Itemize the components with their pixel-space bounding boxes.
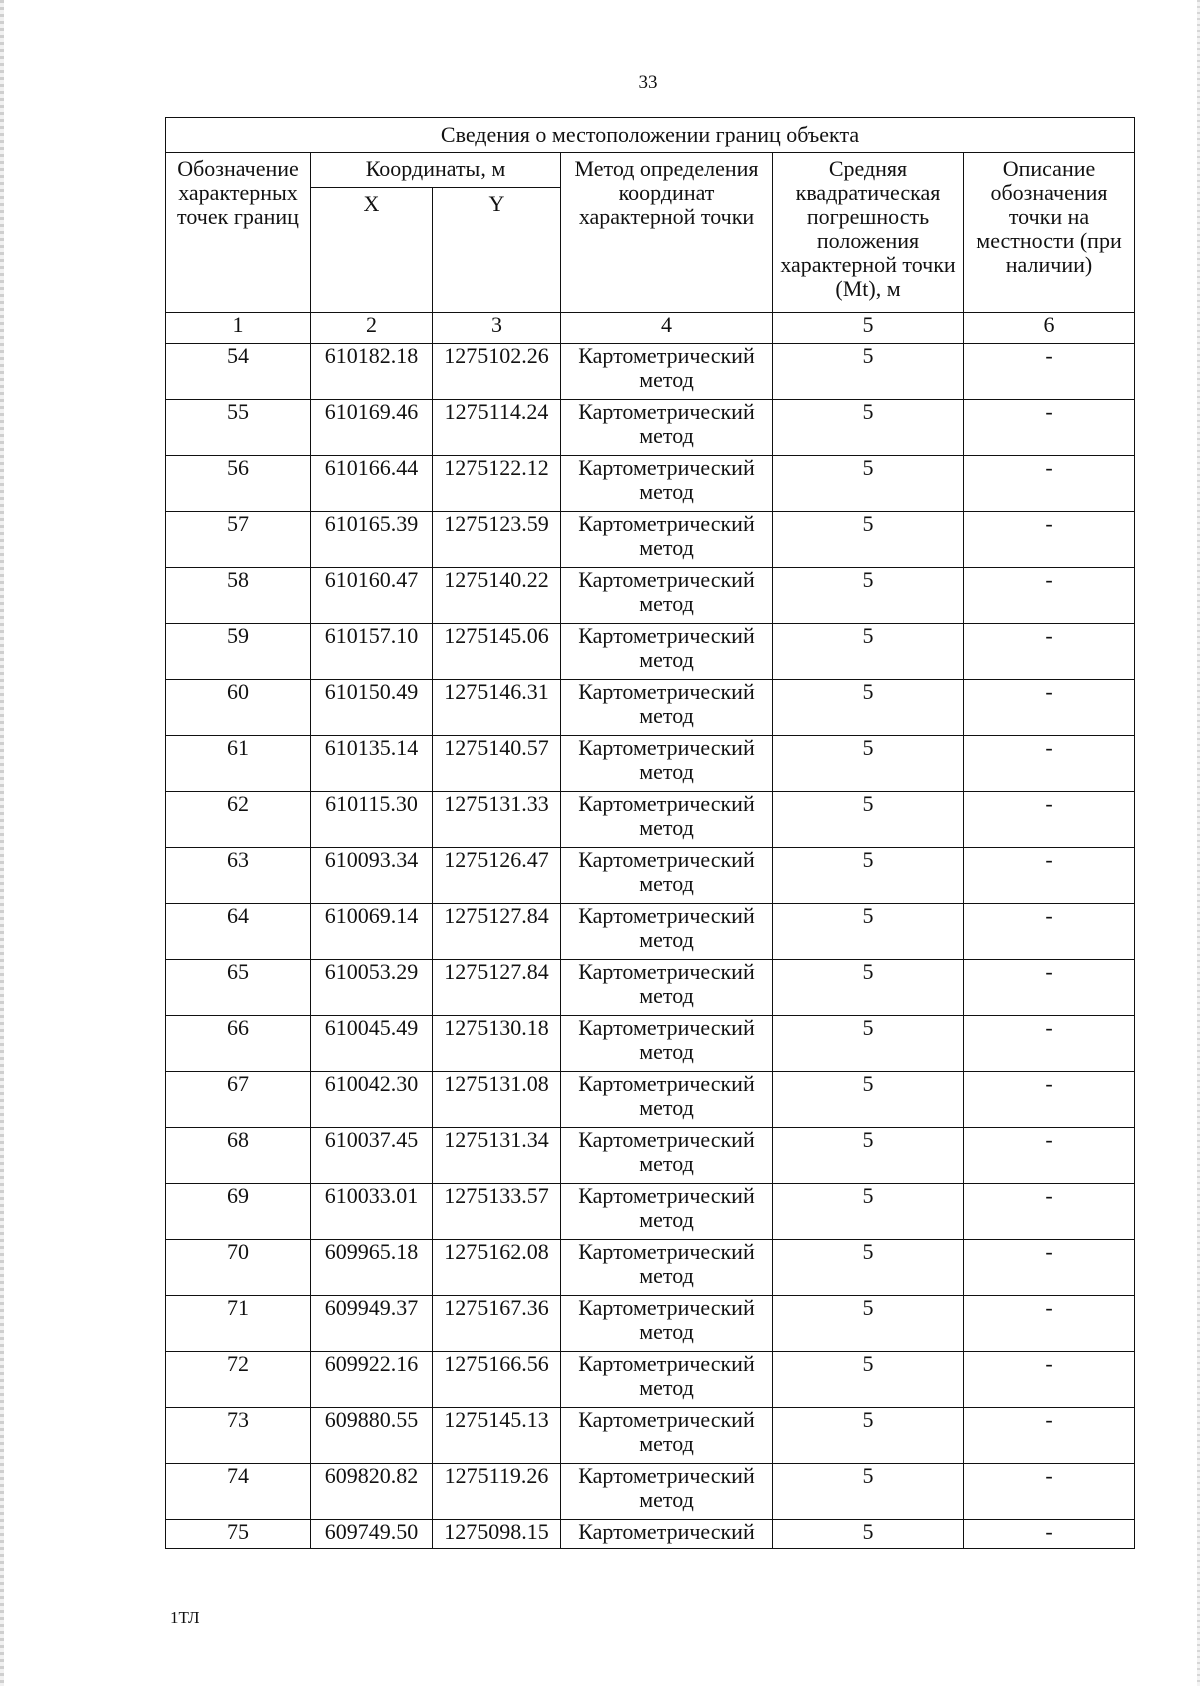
cell-point: 62: [166, 792, 311, 848]
cell-error: 5: [773, 792, 964, 848]
cell-error: 5: [773, 1240, 964, 1296]
cell-description: -: [964, 848, 1135, 904]
header-method: Метод определения координат характерной точки: [561, 153, 773, 313]
cell-description: -: [964, 1296, 1135, 1352]
cell-y: 1275119.26: [433, 1464, 561, 1520]
cell-description: -: [964, 624, 1135, 680]
table-row: [166, 848, 1135, 904]
table-row: [166, 1240, 1135, 1296]
cell-y: 1275126.47: [433, 848, 561, 904]
boundary-coordinates-table: [165, 117, 1135, 1549]
cell-point: 56: [166, 456, 311, 512]
cell-y: 1275127.84: [433, 960, 561, 1016]
cell-x: 609949.37: [311, 1296, 433, 1352]
cell-error: 5: [773, 568, 964, 624]
cell-description: -: [964, 568, 1135, 624]
column-number: 1: [166, 313, 311, 344]
cell-error: 5: [773, 960, 964, 1016]
cell-y: 1275140.22: [433, 568, 561, 624]
cell-point: 58: [166, 568, 311, 624]
cell-x: 610169.46: [311, 400, 433, 456]
cell-error: 5: [773, 1296, 964, 1352]
cell-error: 5: [773, 624, 964, 680]
cell-point: 72: [166, 1352, 311, 1408]
cell-x: 610093.34: [311, 848, 433, 904]
cell-method: Картометрический метод: [561, 680, 773, 736]
column-number: 4: [561, 313, 773, 344]
cell-description: -: [964, 680, 1135, 736]
cell-x: 610037.45: [311, 1128, 433, 1184]
cell-x: 609820.82: [311, 1464, 433, 1520]
cell-y: 1275162.08: [433, 1240, 561, 1296]
cell-x: 609880.55: [311, 1408, 433, 1464]
scan-edge-left: [0, 0, 4, 1686]
table-row: [166, 1520, 1135, 1549]
cell-point: 70: [166, 1240, 311, 1296]
table-row: [166, 792, 1135, 848]
cell-error: 5: [773, 1184, 964, 1240]
table-body: [166, 344, 1135, 1549]
header-mean-error: Средняя квадратическая погрешность положения характерной точки (Mt), м: [773, 153, 964, 313]
cell-method: Картометрический метод: [561, 1408, 773, 1464]
cell-point: 65: [166, 960, 311, 1016]
cell-x: 610160.47: [311, 568, 433, 624]
cell-error: 5: [773, 1016, 964, 1072]
cell-point: 68: [166, 1128, 311, 1184]
cell-description: -: [964, 512, 1135, 568]
cell-error: 5: [773, 1352, 964, 1408]
table-row: [166, 1352, 1135, 1408]
cell-method: Картометрический метод: [561, 1296, 773, 1352]
footer-code: 1ТЛ: [170, 1608, 200, 1627]
column-numbers-row: [166, 313, 1135, 344]
cell-point: 57: [166, 512, 311, 568]
cell-y: 1275131.33: [433, 792, 561, 848]
cell-method: Картометрический метод: [561, 1128, 773, 1184]
cell-method: Картометрический метод: [561, 1072, 773, 1128]
cell-method: Картометрический метод: [561, 400, 773, 456]
cell-description: -: [964, 960, 1135, 1016]
table-row: [166, 680, 1135, 736]
cell-error: 5: [773, 680, 964, 736]
cell-x: 610166.44: [311, 456, 433, 512]
cell-y: 1275131.08: [433, 1072, 561, 1128]
cell-description: -: [964, 456, 1135, 512]
cell-error: 5: [773, 1520, 964, 1549]
table-row: [166, 568, 1135, 624]
cell-method: Картометрический метод: [561, 904, 773, 960]
cell-description: -: [964, 400, 1135, 456]
cell-error: 5: [773, 344, 964, 400]
cell-description: -: [964, 904, 1135, 960]
cell-method: Картометрический метод: [561, 344, 773, 400]
cell-error: 5: [773, 1408, 964, 1464]
table-row: [166, 344, 1135, 400]
cell-x: 610135.14: [311, 736, 433, 792]
header-description: Описание обозначения точки на местности (при наличии): [964, 153, 1135, 313]
cell-y: 1275133.57: [433, 1184, 561, 1240]
table-row: [166, 904, 1135, 960]
cell-point: 73: [166, 1408, 311, 1464]
cell-description: -: [964, 1352, 1135, 1408]
cell-y: 1275122.12: [433, 456, 561, 512]
cell-x: 609965.18: [311, 1240, 433, 1296]
cell-x: 610157.10: [311, 624, 433, 680]
cell-description: -: [964, 1408, 1135, 1464]
cell-method: Картометрический метод: [561, 512, 773, 568]
cell-point: 75: [166, 1520, 311, 1549]
cell-description: -: [964, 736, 1135, 792]
column-number: 5: [773, 313, 964, 344]
cell-x: 610053.29: [311, 960, 433, 1016]
cell-y: 1275167.36: [433, 1296, 561, 1352]
table-row: [166, 400, 1135, 456]
cell-error: 5: [773, 512, 964, 568]
cell-x: 610150.49: [311, 680, 433, 736]
header-x: X: [311, 188, 433, 313]
cell-y: 1275166.56: [433, 1352, 561, 1408]
cell-y: 1275145.06: [433, 624, 561, 680]
cell-method: Картометрический: [561, 1520, 773, 1549]
table-row: [166, 512, 1135, 568]
cell-error: 5: [773, 736, 964, 792]
cell-description: -: [964, 1520, 1135, 1549]
cell-y: 1275131.34: [433, 1128, 561, 1184]
cell-error: 5: [773, 1464, 964, 1520]
cell-y: 1275098.15: [433, 1520, 561, 1549]
cell-method: Картометрический метод: [561, 1016, 773, 1072]
cell-x: 609922.16: [311, 1352, 433, 1408]
cell-point: 60: [166, 680, 311, 736]
cell-y: 1275140.57: [433, 736, 561, 792]
cell-point: 55: [166, 400, 311, 456]
table-row: [166, 1296, 1135, 1352]
cell-error: 5: [773, 1128, 964, 1184]
cell-point: 61: [166, 736, 311, 792]
cell-x: 610042.30: [311, 1072, 433, 1128]
table-row: [166, 624, 1135, 680]
cell-point: 67: [166, 1072, 311, 1128]
page-number: 33: [638, 72, 658, 93]
table-row: [166, 1464, 1135, 1520]
table-row: [166, 736, 1135, 792]
cell-y: 1275114.24: [433, 400, 561, 456]
cell-x: 610033.01: [311, 1184, 433, 1240]
cell-point: 66: [166, 1016, 311, 1072]
column-number: 6: [964, 313, 1135, 344]
cell-method: Картометрический метод: [561, 1184, 773, 1240]
cell-y: 1275127.84: [433, 904, 561, 960]
header-coordinates-group: Координаты, м: [311, 153, 561, 188]
cell-point: 59: [166, 624, 311, 680]
cell-method: Картометрический метод: [561, 736, 773, 792]
table-row: [166, 1408, 1135, 1464]
cell-x: 609749.50: [311, 1520, 433, 1549]
cell-description: -: [964, 1128, 1135, 1184]
cell-x: 610165.39: [311, 512, 433, 568]
cell-x: 610115.30: [311, 792, 433, 848]
cell-description: -: [964, 1184, 1135, 1240]
cell-method: Картометрический метод: [561, 1240, 773, 1296]
cell-y: 1275130.18: [433, 1016, 561, 1072]
table-row: [166, 1184, 1135, 1240]
cell-point: 69: [166, 1184, 311, 1240]
cell-method: Картометрический метод: [561, 960, 773, 1016]
column-number: 3: [433, 313, 561, 344]
cell-method: Картометрический метод: [561, 624, 773, 680]
cell-y: 1275123.59: [433, 512, 561, 568]
cell-method: Картометрический метод: [561, 792, 773, 848]
cell-error: 5: [773, 904, 964, 960]
cell-method: Картометрический метод: [561, 568, 773, 624]
cell-description: -: [964, 1072, 1135, 1128]
cell-method: Картометрический метод: [561, 1464, 773, 1520]
table-row: [166, 1128, 1135, 1184]
cell-error: 5: [773, 400, 964, 456]
cell-error: 5: [773, 456, 964, 512]
cell-method: Картометрический метод: [561, 848, 773, 904]
cell-y: 1275102.26: [433, 344, 561, 400]
cell-description: -: [964, 1240, 1135, 1296]
cell-method: Картометрический метод: [561, 456, 773, 512]
table-row: [166, 1016, 1135, 1072]
cell-description: -: [964, 1464, 1135, 1520]
header-y: Y: [433, 188, 561, 313]
cell-point: 54: [166, 344, 311, 400]
table-row: [166, 960, 1135, 1016]
column-number: 2: [311, 313, 433, 344]
cell-description: -: [964, 792, 1135, 848]
cell-x: 610045.49: [311, 1016, 433, 1072]
cell-point: 64: [166, 904, 311, 960]
cell-x: 610069.14: [311, 904, 433, 960]
header-point-designation: Обозначение характерных точек границ: [166, 153, 311, 313]
table-row: [166, 456, 1135, 512]
table-title: Сведения о местоположении границ объекта: [166, 118, 1135, 153]
cell-point: 71: [166, 1296, 311, 1352]
cell-method: Картометрический метод: [561, 1352, 773, 1408]
cell-y: 1275146.31: [433, 680, 561, 736]
cell-description: -: [964, 344, 1135, 400]
cell-error: 5: [773, 1072, 964, 1128]
cell-point: 63: [166, 848, 311, 904]
cell-description: -: [964, 1016, 1135, 1072]
cell-error: 5: [773, 848, 964, 904]
cell-y: 1275145.13: [433, 1408, 561, 1464]
cell-point: 74: [166, 1464, 311, 1520]
cell-x: 610182.18: [311, 344, 433, 400]
table-row: [166, 1072, 1135, 1128]
